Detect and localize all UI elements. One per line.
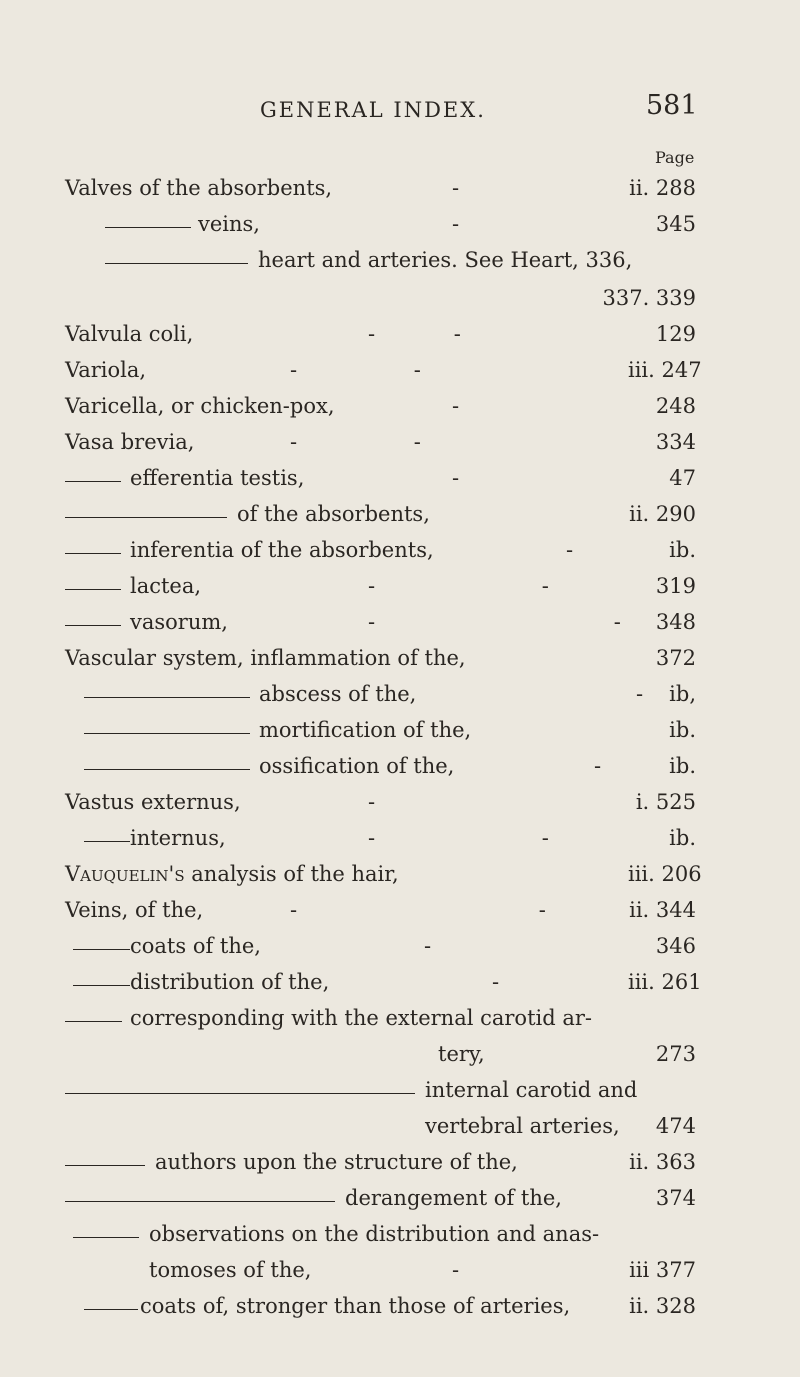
index-entry [0, 892, 800, 928]
index-entry [0, 1036, 800, 1072]
leader-dash: - [368, 790, 376, 814]
leader-dash: - - [368, 322, 461, 346]
index-entry [0, 856, 800, 892]
author-name: Vauquelin's [65, 862, 185, 886]
leader-dash: - - [368, 610, 621, 634]
ditto-rule [73, 1237, 139, 1238]
leader-dash: - [636, 682, 644, 706]
index-entry [0, 460, 800, 496]
entry-text [65, 862, 399, 886]
ditto-rule [65, 1093, 415, 1094]
entry-page-ref: 374 [655, 1186, 696, 1210]
entry-page-ref: ib. [669, 754, 696, 778]
entry-text: abscess of the, [259, 682, 417, 706]
entry-page-ref: ib, [669, 682, 696, 706]
entry-text: observations on the distribution and anas- [149, 1222, 600, 1246]
entry-page-ref: ii. 344 [629, 898, 696, 922]
entry-page-ref: iii. 261 [628, 970, 702, 994]
entry-page-ref: ii. 290 [629, 502, 696, 526]
index-entry [0, 1252, 800, 1288]
index-entry [0, 1216, 800, 1252]
ditto-rule [65, 517, 227, 518]
ditto-rule [65, 553, 121, 554]
entry-page-ref: 337. 339 [602, 286, 696, 310]
ditto-rule [105, 263, 248, 264]
page-number: 581 [646, 90, 698, 121]
entry-text-rest: analysis of the hair, [184, 862, 399, 886]
ditto-rule [105, 227, 191, 228]
index-entry [0, 928, 800, 964]
entry-page-ref: ib. [669, 826, 696, 850]
entry-text: coats of the, [130, 934, 261, 958]
ditto-rule [65, 625, 121, 626]
index-entry [0, 748, 800, 784]
entry-page-ref: 474 [655, 1114, 696, 1138]
index-entry [0, 1000, 800, 1036]
entry-text: distribution of the, [130, 970, 330, 994]
index-entry [0, 242, 800, 278]
entry-text: Valvula coli, [65, 322, 194, 346]
entry-text: heart and arteries. See Heart, 336, [258, 248, 633, 272]
entry-page-ref: 47 [669, 466, 696, 490]
index-entry [0, 1108, 800, 1144]
entry-page-ref: 129 [655, 322, 696, 346]
index-entry [0, 424, 800, 460]
entry-page-ref: 334 [655, 430, 696, 454]
index-entry [0, 206, 800, 242]
leader-dash: - [452, 212, 460, 236]
entry-text: Variola, [65, 358, 147, 382]
page-header [0, 90, 800, 130]
ditto-rule [65, 1165, 145, 1166]
ditto-rule [65, 1021, 122, 1022]
index-entry [0, 388, 800, 424]
leader-dash: - [594, 754, 602, 778]
entry-page-ref: ib. [669, 718, 696, 742]
leader-dash: - - [290, 430, 421, 454]
entry-page-ref: 348 [655, 610, 696, 634]
ditto-rule [65, 589, 121, 590]
entry-page-ref: i. 525 [635, 790, 696, 814]
entry-page-ref: 345 [655, 212, 696, 236]
entry-text: Varicella, or chicken-pox, [65, 394, 335, 418]
ditto-rule [84, 769, 250, 770]
leader-dash: - - [290, 898, 546, 922]
leader-dash: - [452, 466, 460, 490]
index-entry [0, 964, 800, 1000]
entry-text: internal carotid and [425, 1078, 638, 1102]
leader-dash: - [424, 934, 432, 958]
ditto-rule [65, 481, 121, 482]
leader-dash: - [452, 394, 460, 418]
entry-page-ref: 372 [655, 646, 696, 670]
index-entry [0, 352, 800, 388]
index-entry [0, 532, 800, 568]
entry-text: of the absorbents, [237, 502, 430, 526]
entry-text: Veins, of the, [65, 898, 204, 922]
entry-text: tomoses of the, [149, 1258, 312, 1282]
index-entry [0, 640, 800, 676]
entry-text: Vascular system, inflammation of the, [65, 646, 466, 670]
entry-page-ref: ii. 363 [629, 1150, 696, 1174]
index-entry [0, 604, 800, 640]
index-entry [0, 676, 800, 712]
entry-text: corresponding with the external carotid ar- [130, 1006, 592, 1030]
entry-text: lactea, [130, 574, 202, 598]
ditto-rule [84, 841, 130, 842]
running-head: GENERAL INDEX. [260, 98, 486, 122]
entry-page-ref: ib. [669, 538, 696, 562]
index-entry [0, 1288, 800, 1324]
entry-text: ossification of the, [259, 754, 455, 778]
entry-text: inferentia of the absorbents, [130, 538, 434, 562]
index-entry [0, 1180, 800, 1216]
entry-page-ref: ii. 288 [629, 176, 696, 200]
entry-page-ref: 319 [655, 574, 696, 598]
index-entry [0, 280, 800, 316]
index-entry [0, 170, 800, 206]
entry-text: authors upon the structure of the, [155, 1150, 518, 1174]
entry-text: internus, [130, 826, 226, 850]
ditto-rule [65, 1201, 335, 1202]
ditto-rule [84, 1309, 138, 1310]
entry-text: coats of, stronger than those of arteries, [140, 1294, 571, 1318]
index-entry [0, 712, 800, 748]
index-entry [0, 496, 800, 532]
entry-page-ref: 273 [655, 1042, 696, 1066]
index-entry [0, 820, 800, 856]
entry-text: efferentia testis, [130, 466, 305, 490]
ditto-rule [73, 985, 130, 986]
entry-page-ref: iii 377 [629, 1258, 696, 1282]
entry-text: Vasa brevia, [65, 430, 195, 454]
index-entry [0, 568, 800, 604]
entry-text: vertebral arteries, [425, 1114, 620, 1138]
leader-dash: - [492, 970, 500, 994]
leader-dash: - [566, 538, 574, 562]
page-column-label: Page [655, 148, 695, 167]
leader-dash: - - [290, 358, 421, 382]
entry-text: tery, [438, 1042, 485, 1066]
entry-text: vasorum, [130, 610, 228, 634]
index-entry [0, 1072, 800, 1108]
leader-dash: - - [368, 574, 549, 598]
entry-text: Valves of the absorbents, [65, 176, 333, 200]
index-entry [0, 316, 800, 352]
entry-text: derangement of the, [345, 1186, 562, 1210]
entry-text: mortification of the, [259, 718, 472, 742]
entry-page-ref: 248 [655, 394, 696, 418]
entry-page-ref: ii. 328 [629, 1294, 696, 1318]
ditto-rule [73, 949, 130, 950]
leader-dash: - [452, 176, 460, 200]
ditto-rule [84, 697, 250, 698]
leader-dash: - - [368, 826, 549, 850]
ditto-rule [84, 733, 250, 734]
entry-page-ref: iii. 247 [628, 358, 702, 382]
index-entry [0, 784, 800, 820]
entry-text: veins, [198, 212, 260, 236]
entry-text: Vastus externus, [65, 790, 241, 814]
leader-dash: - [452, 1258, 460, 1282]
entry-page-ref: 346 [655, 934, 696, 958]
entry-page-ref: iii. 206 [628, 862, 702, 886]
index-entry [0, 1144, 800, 1180]
